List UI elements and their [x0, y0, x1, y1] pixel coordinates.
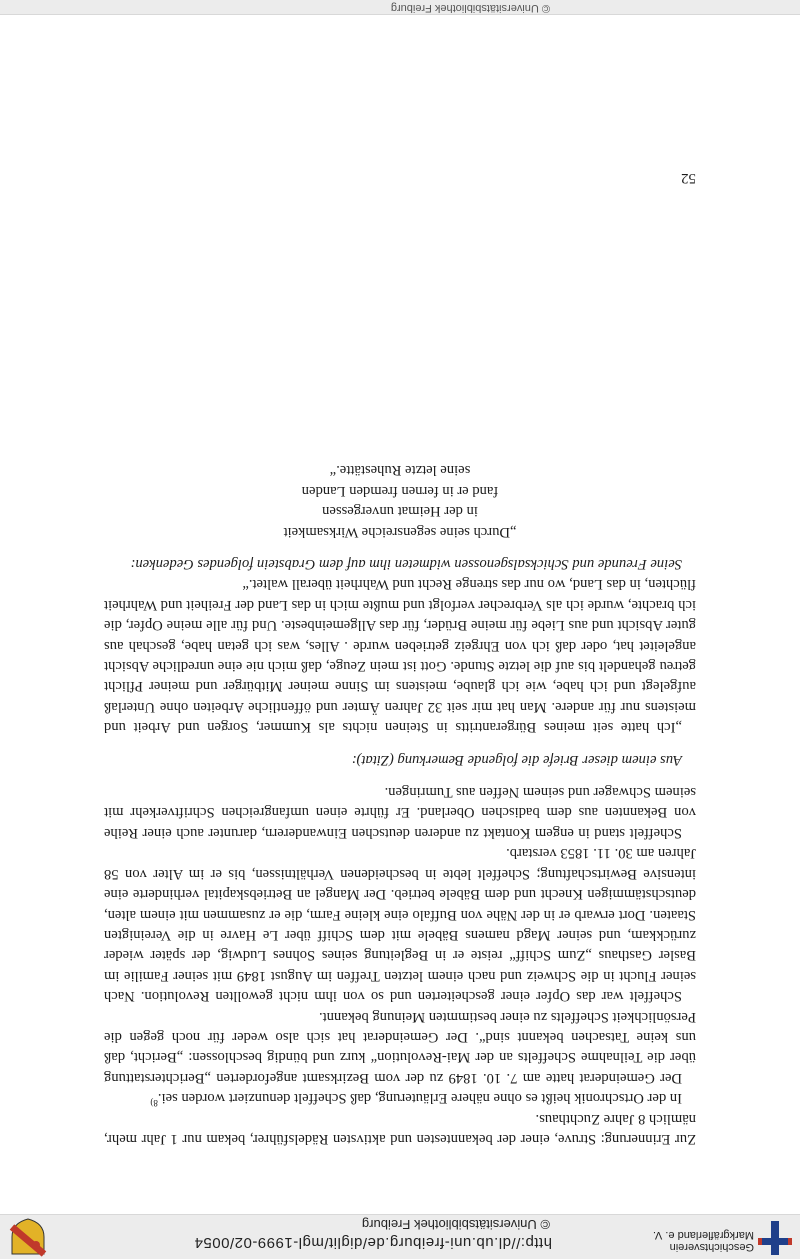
viewer-header-bar: [0, 1214, 800, 1259]
inscription-line: seine letzte Ruhestätte.“: [329, 462, 471, 479]
inscription-line: „Durch seine segensreiche Wirksamkeit: [283, 523, 517, 540]
paragraph: Seine Freunde und Schicksalsgenossen widmeten ihm auf dem Grabstein folgendes Gedenken:: [130, 556, 682, 573]
gravestone-inscription: [104, 460, 696, 542]
viewer-footer-bar: [0, 0, 800, 15]
document-url-link[interactable]: http://dl.ub.uni-freiburg.de/diglit/mgl-1999-02/0054: [194, 1234, 552, 1251]
letter-quote: „Ich hatte seit meines Bürgerantritts in Steinen nichts als Kummer, Sorgen und Arbeit und meistens nur für andere. Man hat mir seit 32 Jahren Ämter und öffentliche Arbeiten ohne Unterlaß aufgelegt und ich habe, wie ich glaube, meistens im Sinne meiner Mitbürger und meiner Pflicht getreu gehandelt bis auf die letzte Stunde. Gott ist mein Zeuge, daß mich nie eine unredliche Absicht angeleitet hat, oder daß ich von Ehrgeiz getrieben wurde . Alles, was ich getan habe, geschah aus guter Absicht und aus Liebe für meine Brüder, für das Allgemeinbeste. Und für alle meine Opfer, die ich brachte, wurde ich als Verbrecher verfolgt und mußte mich in das Land der Freiheit und Wahrheit flüchten, in das Land, wo nur das strenge Recht und Wahrheit überall waltet.“: [104, 576, 696, 736]
society-crest-icon: [8, 1217, 48, 1257]
paragraph: In der Ortschronik heißt es ohne nähere Erläuterung, daß Scheffelt denunziert worden sei.$^{8)}$: [150, 1090, 682, 1109]
paragraph: Scheffelt war das Opfer einer gescheiterten und so von ihm nicht gewollten Revolution. Nach seiner Flucht in die Schweiz und nach einem letzten Treffen im August 1849 mit seiner Familie im Basler Gasthaus „Zum Schiff“ reiste er in Begleitung seines Sohnes Ludwig, der später wieder zurückkam, und seiner Magd namens Bäbele mit dem Schiff über Le Havre in die Vereinigten Staaten. Dort erwarb er in der Nähe von Buffalo eine kleine Farm, die er zusammen mit einem alten, deutschstämmigen Knecht und dem Bäbele betrieb. Der Mangel an Betriebskapital verhinderte eine intensive Bewirtschaftung; Scheffelt lebte in bescheidenen Verhältnissen, bis er im Alter von 58 Jahren am 30. 11. 1853 verstarb.: [104, 845, 696, 1005]
page-number: 52: [681, 170, 696, 186]
university-library-logo: [758, 1221, 792, 1255]
footer-copyright: © Universitätsbibliothek Freiburg: [390, 2, 550, 14]
inscription-line: fand er in fernen fremden Landen: [301, 482, 499, 499]
quote-intro: Aus einem dieser Briefe die folgende Bemerkung (Zitat):: [351, 751, 682, 768]
copyright-notice: © Universitätsbibliothek Freiburg: [361, 1217, 550, 1232]
inscription-line: in der Heimat unvergessen: [322, 503, 478, 520]
paragraph: Zur Erinnerung: Struve, einer der bekanntesten und aktivsten Rädelsführer, bekam nur 1 Jahr mehr, nämlich 8 Jahre Zuchthaus.: [104, 1110, 696, 1147]
paragraph: Der Gemeinderat hatte am 7. 10. 1849 zu der vom Bezirksamt angeforderten „Berichterstattung über die Teilnahme Scheffelts an der Mai-Revolution“ kurz und bündig beschlossen: „Bericht, daß uns keine Tatsachen bekannt sind“. Der Gemeinderat hat sich also weder für noch gegen die Persönlichkeit Scheffelts zu einer bestimmten Meinung bekannt.: [104, 1008, 696, 1086]
page-text: [104, 460, 696, 1149]
paragraph: Scheffelt stand in engem Kontakt zu anderen deutschen Einwanderern, darunter auch einer Reihe von Bekannten aus dem badischen Oberland. Er führte einen umfangreichen Schriftverkehr mit seinem Schwager und seinem Neffen aus Tumringen.: [104, 784, 696, 841]
footnote-ref: 8): [150, 1098, 158, 1109]
society-label: Geschichtsverein Markgräflerland e. V.: [652, 1229, 754, 1253]
